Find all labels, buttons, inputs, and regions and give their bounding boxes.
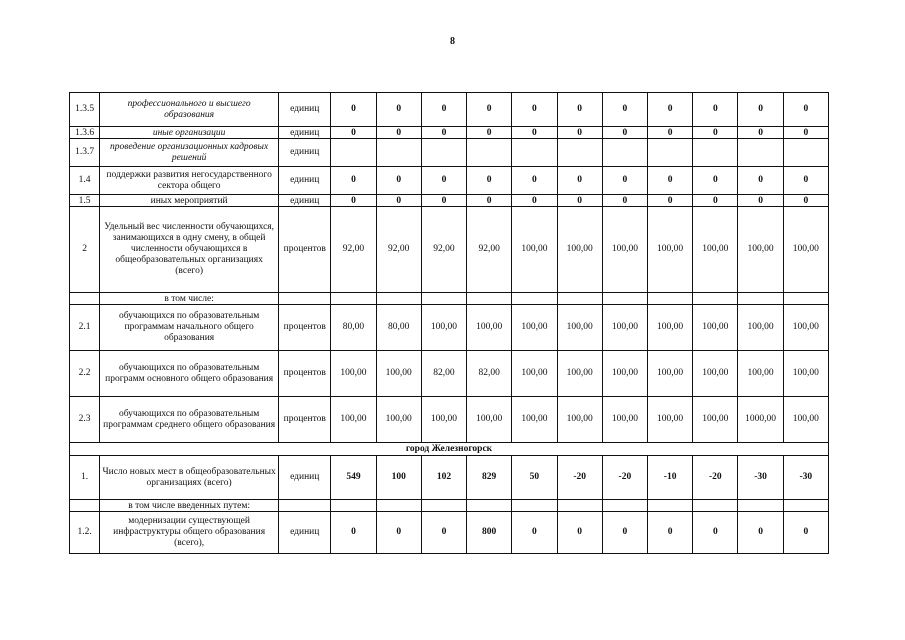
row-name: иные организации <box>100 127 279 139</box>
value-cell: 100,00 <box>648 351 693 397</box>
row-name: обучающихся по образовательным программам начального общего образования <box>100 305 279 351</box>
value-cell: 0 <box>783 127 828 139</box>
value-cell: 100,00 <box>512 207 557 293</box>
row-number: 1.5 <box>70 195 100 207</box>
value-cell: 0 <box>602 167 647 195</box>
city-header: город Железногорск <box>70 443 829 456</box>
value-cell: 100,00 <box>512 305 557 351</box>
row-unit: процентов <box>279 351 331 397</box>
value-cell: 100,00 <box>738 305 783 351</box>
row-name: обучающихся по образовательным программам среднего общего образования <box>100 397 279 443</box>
value-cell: 100,00 <box>331 351 376 397</box>
row-unit: единиц <box>279 127 331 139</box>
value-cell: 100,00 <box>331 397 376 443</box>
table-row <box>70 456 829 500</box>
value-cell: 92,00 <box>421 207 466 293</box>
table-row <box>70 512 829 554</box>
value-cell <box>467 293 512 305</box>
value-cell <box>376 139 421 167</box>
value-cell: 0 <box>421 512 466 554</box>
row-unit: единиц <box>279 93 331 127</box>
value-cell: 92,00 <box>467 207 512 293</box>
value-cell <box>512 293 557 305</box>
value-cell <box>467 500 512 512</box>
value-cell: -20 <box>602 456 647 500</box>
value-cell: 0 <box>557 195 602 207</box>
table-row <box>70 167 829 195</box>
value-cell <box>738 139 783 167</box>
value-cell: 100,00 <box>738 351 783 397</box>
table-row <box>70 93 829 127</box>
value-cell: 100,00 <box>648 305 693 351</box>
value-cell <box>512 500 557 512</box>
value-cell: 0 <box>421 195 466 207</box>
row-name: поддержки развития негосударственного сектора общего <box>100 167 279 195</box>
value-cell: 0 <box>738 93 783 127</box>
value-cell: 0 <box>467 127 512 139</box>
value-cell: 100,00 <box>421 305 466 351</box>
value-cell <box>602 139 647 167</box>
value-cell: 92,00 <box>331 207 376 293</box>
value-cell: 92,00 <box>376 207 421 293</box>
value-cell: 829 <box>467 456 512 500</box>
value-cell: 0 <box>331 195 376 207</box>
value-cell: 100,00 <box>693 207 738 293</box>
value-cell <box>376 293 421 305</box>
value-cell <box>467 139 512 167</box>
value-cell: 100,00 <box>376 351 421 397</box>
row-name: модернизации существующей инфраструктуры общего образования (всего), <box>100 512 279 554</box>
table-row <box>70 139 829 167</box>
value-cell: 0 <box>648 512 693 554</box>
value-cell: 100,00 <box>467 305 512 351</box>
row-number: 1.3.6 <box>70 127 100 139</box>
value-cell: 0 <box>557 127 602 139</box>
value-cell: 0 <box>421 127 466 139</box>
value-cell: 100,00 <box>783 305 828 351</box>
value-cell <box>693 500 738 512</box>
row-unit: процентов <box>279 207 331 293</box>
value-cell: 100,00 <box>693 397 738 443</box>
page-number: 8 <box>450 36 455 47</box>
value-cell: 0 <box>557 512 602 554</box>
value-cell: -10 <box>648 456 693 500</box>
row-number: 2.2 <box>70 351 100 397</box>
indicators-table <box>69 92 829 554</box>
value-cell <box>602 293 647 305</box>
value-cell: 100,00 <box>557 397 602 443</box>
value-cell: 0 <box>512 167 557 195</box>
value-cell: 0 <box>331 167 376 195</box>
row-unit: единиц <box>279 456 331 500</box>
row-unit: единиц <box>279 512 331 554</box>
value-cell: 0 <box>512 93 557 127</box>
value-cell: 0 <box>648 167 693 195</box>
value-cell <box>421 293 466 305</box>
value-cell: 0 <box>783 93 828 127</box>
value-cell <box>512 139 557 167</box>
value-cell: 100,00 <box>557 207 602 293</box>
value-cell: 0 <box>738 195 783 207</box>
row-number: 1.3.7 <box>70 139 100 167</box>
value-cell: -30 <box>738 456 783 500</box>
value-cell: 0 <box>738 167 783 195</box>
row-name: Удельный вес численности обучающихся, занимающихся в одну смену, в общей численности обучающихся в общеобразовательных организациях (всего) <box>100 207 279 293</box>
row-unit: процентов <box>279 305 331 351</box>
row-number: 2.1 <box>70 305 100 351</box>
row-number <box>70 500 100 512</box>
value-cell: 0 <box>557 93 602 127</box>
value-cell: 102 <box>421 456 466 500</box>
value-cell: 100,00 <box>783 351 828 397</box>
value-cell: 0 <box>738 127 783 139</box>
value-cell: 0 <box>693 195 738 207</box>
value-cell: 0 <box>602 127 647 139</box>
value-cell: 100,00 <box>512 397 557 443</box>
row-number: 1.2. <box>70 512 100 554</box>
value-cell: 0 <box>376 93 421 127</box>
value-cell <box>738 500 783 512</box>
row-unit <box>279 500 331 512</box>
value-cell: 0 <box>693 167 738 195</box>
value-cell: 82,00 <box>467 351 512 397</box>
value-cell: 100,00 <box>783 207 828 293</box>
value-cell <box>557 139 602 167</box>
value-cell: 0 <box>331 127 376 139</box>
value-cell: 0 <box>693 512 738 554</box>
row-unit <box>279 293 331 305</box>
value-cell <box>648 293 693 305</box>
value-cell <box>331 500 376 512</box>
table-row <box>70 305 829 351</box>
value-cell: 100,00 <box>693 305 738 351</box>
value-cell: 50 <box>512 456 557 500</box>
row-name: иных мероприятий <box>100 195 279 207</box>
value-cell <box>602 500 647 512</box>
value-cell <box>648 500 693 512</box>
value-cell: 82,00 <box>421 351 466 397</box>
value-cell: 0 <box>783 167 828 195</box>
value-cell: 0 <box>512 127 557 139</box>
row-unit: единиц <box>279 139 331 167</box>
value-cell: 100,00 <box>693 351 738 397</box>
value-cell: 0 <box>376 195 421 207</box>
row-unit: единиц <box>279 167 331 195</box>
value-cell <box>331 139 376 167</box>
value-cell: 0 <box>467 167 512 195</box>
value-cell: 0 <box>331 512 376 554</box>
value-cell: 0 <box>648 127 693 139</box>
table-row <box>70 397 829 443</box>
value-cell: 100,00 <box>602 207 647 293</box>
value-cell <box>783 139 828 167</box>
row-number: 2 <box>70 207 100 293</box>
value-cell: 0 <box>648 93 693 127</box>
value-cell: 100,00 <box>648 207 693 293</box>
value-cell: 100,00 <box>738 207 783 293</box>
value-cell: 1000,00 <box>738 397 783 443</box>
value-cell: 800 <box>467 512 512 554</box>
value-cell <box>421 139 466 167</box>
row-number <box>70 293 100 305</box>
value-cell: 100,00 <box>783 397 828 443</box>
row-name: Число новых мест в общеобразовательных организациях (всего) <box>100 456 279 500</box>
row-number: 2.3 <box>70 397 100 443</box>
value-cell: 0 <box>512 512 557 554</box>
value-cell <box>693 293 738 305</box>
value-cell: 80,00 <box>376 305 421 351</box>
value-cell <box>376 500 421 512</box>
value-cell <box>738 293 783 305</box>
value-cell: 100,00 <box>512 351 557 397</box>
value-cell: 100,00 <box>376 397 421 443</box>
row-name: в том числе: <box>100 293 279 305</box>
city-header-row <box>70 443 829 456</box>
value-cell: 0 <box>783 195 828 207</box>
value-cell: 100,00 <box>602 305 647 351</box>
table-body <box>70 93 829 554</box>
value-cell: 0 <box>557 167 602 195</box>
value-cell <box>557 500 602 512</box>
table-row <box>70 207 829 293</box>
value-cell <box>331 293 376 305</box>
table-row <box>70 293 829 305</box>
value-cell: 549 <box>331 456 376 500</box>
value-cell: 0 <box>512 195 557 207</box>
value-cell: 0 <box>467 93 512 127</box>
value-cell: 100,00 <box>421 397 466 443</box>
value-cell: 0 <box>602 93 647 127</box>
value-cell: 0 <box>376 512 421 554</box>
value-cell: 0 <box>602 512 647 554</box>
value-cell <box>693 139 738 167</box>
value-cell: 0 <box>693 93 738 127</box>
value-cell: 0 <box>738 512 783 554</box>
value-cell <box>783 293 828 305</box>
value-cell: 0 <box>467 195 512 207</box>
value-cell: 0 <box>421 167 466 195</box>
value-cell <box>421 500 466 512</box>
row-name: в том числе введенных путем: <box>100 500 279 512</box>
value-cell: 0 <box>648 195 693 207</box>
value-cell: 0 <box>376 167 421 195</box>
table-row <box>70 351 829 397</box>
value-cell <box>557 293 602 305</box>
row-number: 1.3.5 <box>70 93 100 127</box>
value-cell: 100,00 <box>557 305 602 351</box>
value-cell: 0 <box>421 93 466 127</box>
table-row <box>70 195 829 207</box>
value-cell: 80,00 <box>331 305 376 351</box>
value-cell <box>783 500 828 512</box>
value-cell: 100,00 <box>602 397 647 443</box>
value-cell: 0 <box>783 512 828 554</box>
row-name: обучающихся по образовательным программ основного общего образования <box>100 351 279 397</box>
row-unit: процентов <box>279 397 331 443</box>
row-name: профессионального и высшего образования <box>100 93 279 127</box>
row-name: проведение организационных кадровых решений <box>100 139 279 167</box>
row-number: 1. <box>70 456 100 500</box>
value-cell: -20 <box>693 456 738 500</box>
row-unit: единиц <box>279 195 331 207</box>
table-row <box>70 500 829 512</box>
value-cell: 100,00 <box>602 351 647 397</box>
value-cell: 100,00 <box>557 351 602 397</box>
table-row <box>70 127 829 139</box>
value-cell: 0 <box>376 127 421 139</box>
row-number: 1.4 <box>70 167 100 195</box>
value-cell: 0 <box>693 127 738 139</box>
value-cell <box>648 139 693 167</box>
value-cell: 0 <box>602 195 647 207</box>
value-cell: 0 <box>331 93 376 127</box>
value-cell: -20 <box>557 456 602 500</box>
value-cell: 100 <box>376 456 421 500</box>
value-cell: 100,00 <box>648 397 693 443</box>
value-cell: 100,00 <box>467 397 512 443</box>
value-cell: -30 <box>783 456 828 500</box>
